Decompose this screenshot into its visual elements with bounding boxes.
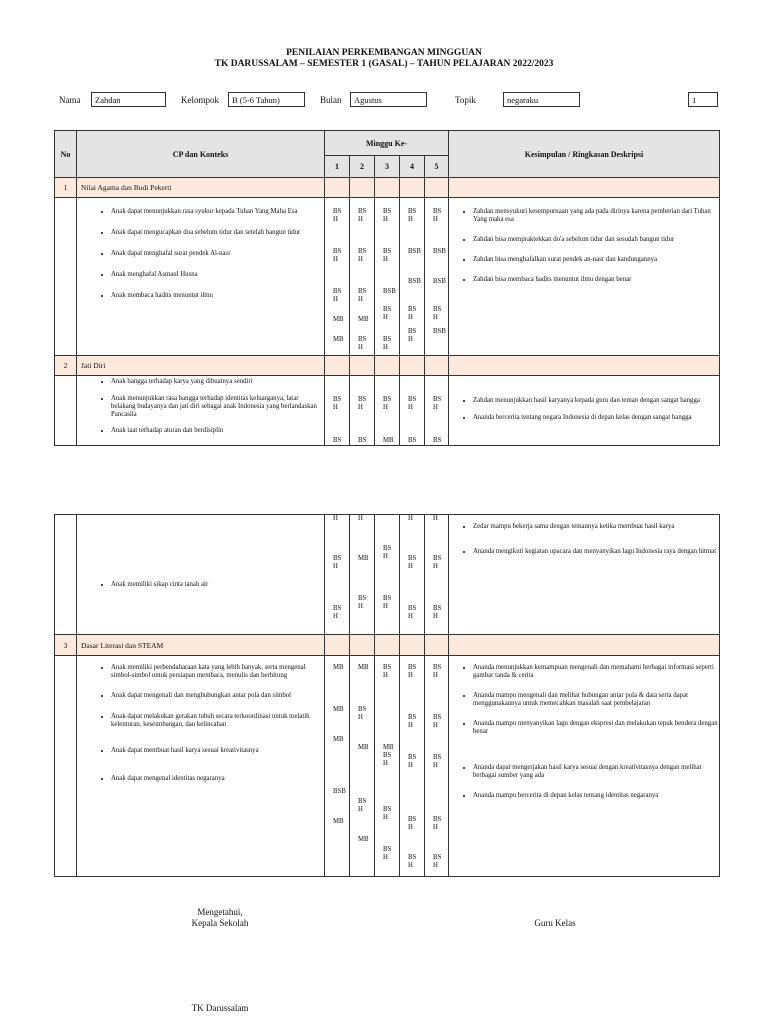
list-item: • Zahdan mensyukuri kesempurnaan yang ada pada dirinya karena pemberian dari Tuhan Yang maha esa — [473, 208, 719, 224]
mark: H — [408, 314, 413, 321]
mark: MB — [333, 736, 344, 743]
mark: BS — [383, 208, 392, 215]
section-title: Dasar Literasi dan STEAM — [77, 635, 325, 656]
table-row — [55, 376, 720, 446]
mark: BS — [433, 664, 442, 671]
mark: BSB — [383, 288, 396, 295]
section-row — [55, 178, 720, 198]
list-item: • Anak dapat menghafal surat pendek Al-nasr — [111, 250, 324, 258]
mark: H — [333, 613, 338, 620]
mark: BS — [333, 605, 342, 612]
mark: MB — [383, 437, 394, 444]
nama-field[interactable]: Zahdan — [91, 92, 166, 107]
cp-list — [77, 581, 324, 589]
mark: BS — [333, 396, 342, 403]
mark: H — [383, 404, 388, 411]
mark: H — [383, 314, 388, 321]
section-title: Jati Diri — [77, 356, 325, 376]
mark: BS — [408, 854, 417, 861]
mark: BS — [333, 248, 342, 255]
mark: MB — [333, 336, 344, 343]
list-item: • Anak dapat mengenali dan menghubungkan antar pola dan simbol — [111, 692, 324, 700]
mark: H — [358, 806, 363, 813]
mark: BS — [408, 555, 417, 562]
mark: H — [333, 515, 338, 522]
mark: H — [358, 216, 363, 223]
mark: BS — [383, 545, 392, 552]
section-number: 3 — [55, 635, 77, 656]
section-title: Nilai Agama dan Budi Pekerti — [77, 178, 325, 198]
mark: H — [333, 296, 338, 303]
kelompok-field[interactable]: B (5-6 Tahun) — [228, 92, 305, 107]
mark: BS — [358, 288, 367, 295]
mark: BS — [383, 806, 392, 813]
mark: BSB — [433, 328, 446, 335]
list-item: • Anak bangga terhadap karya yang dibuatnya sendiri — [111, 378, 324, 386]
list-item: • Anak taat terhadap aturan dan berdisiplin — [111, 427, 324, 435]
table-row — [55, 198, 720, 356]
list-item: • Anak memiliki perbendaharaan kata yang lebih banyak, serta mengenal simbol-simbol untuk persiapan membaca, menulis dan berhitung — [111, 664, 324, 680]
mark: MB — [358, 744, 369, 751]
mark: BS — [383, 752, 392, 759]
mark: H — [358, 296, 363, 303]
mark: H — [383, 603, 388, 610]
mark: H — [383, 344, 388, 351]
mark: H — [433, 722, 438, 729]
mark: BS — [333, 437, 342, 444]
list-item: • Zahdan menunjukkan hasil karyanya kepada guru dan teman dengan sangat bangga — [473, 397, 719, 405]
mark: BS — [358, 437, 367, 444]
mark: BS — [408, 816, 417, 823]
mark: MB — [333, 664, 344, 671]
mark: BS — [358, 336, 367, 343]
list-item: • Anak dapat mengenal identitas negaranya — [111, 775, 324, 783]
kesimpulan-list — [449, 523, 719, 556]
mark: H — [333, 256, 338, 263]
mark: BS — [408, 754, 417, 761]
mark: H — [433, 824, 438, 831]
mark: BS — [433, 208, 442, 215]
mark: H — [408, 404, 413, 411]
col-minggu-header: Minggu Ke- — [325, 131, 449, 156]
mark: MB — [358, 555, 369, 562]
mark: H — [383, 672, 388, 679]
mark: BS — [433, 555, 442, 562]
col-cp-header: CP dan Konteks — [77, 131, 325, 178]
mark: H — [333, 216, 338, 223]
mark: BS — [383, 336, 392, 343]
mark: H — [333, 563, 338, 570]
signature-left-line1: Mengetahui, — [197, 907, 243, 917]
mark: BS — [358, 248, 367, 255]
mark: BS — [433, 396, 442, 403]
list-item: • Anak menunjukkan rasa bangga terhadap identitas keluarganya, latar belakang budayanya dan jati diri sebagai anak Indonesia yang berlandaskan Pancasila — [111, 395, 324, 419]
list-item: • Zedar mampu bekerja sama dengan temannya ketika membuat hasil karya — [473, 523, 719, 531]
document-title: PENILAIAN PERKEMBANGAN MINGGUAN — [286, 48, 482, 58]
list-item: • Ananda bercerita tentang negara Indonesia di depan kelas dengan sangat bangga — [473, 414, 719, 422]
list-item: • Anak dapat mengucapkan doa sebelum tidur dan setelah bangun tidur — [111, 229, 324, 237]
section-number: 1 — [55, 178, 77, 198]
mark: H — [408, 336, 413, 343]
table-row — [55, 515, 720, 635]
mark: H — [433, 314, 438, 321]
mark: BS — [383, 595, 392, 602]
mark: H — [358, 404, 363, 411]
cp-list — [77, 664, 324, 783]
kesimpulan-list — [449, 208, 719, 284]
list-item: • Zahdan bisa mempraktekkan do'a sebelum tidur dan sesudah bangun tidur — [473, 236, 719, 244]
mark: BSB — [433, 248, 446, 255]
mark: H — [408, 722, 413, 729]
cp-list — [77, 208, 324, 300]
mark: MB — [358, 664, 369, 671]
list-item: • Anak dapat membuat hasil karya sesuai kreativitasnya — [111, 747, 324, 755]
cp-list — [77, 378, 324, 435]
list-item: • Anak memiliki sikap cinta tanah air — [111, 581, 324, 589]
mark: BS — [358, 208, 367, 215]
list-item: • Ananda dapat mengerjakan hasil karya sesuai dengan kreativitasnya dengan melihat berbagai sumber yang ada — [473, 764, 719, 780]
mark: H — [408, 563, 413, 570]
mark: BSB — [408, 248, 421, 255]
mark: H — [408, 824, 413, 831]
week-4-header: 4 — [400, 156, 425, 178]
mark: H — [433, 862, 438, 869]
col-kesimpulan-header: Kesimpulan / Ringkasan Deskripsi — [449, 131, 720, 178]
col-no-header: No — [55, 131, 77, 178]
list-item: • Anak dapat melakukan gerakan tubuh secara terkoordinasi untuk melatih kelenturan, keseimbangan, dan kelincahan — [111, 713, 324, 729]
signature-left-line2: Kepala Sekolah — [191, 918, 249, 928]
mark: H — [433, 672, 438, 679]
list-item: • Anak menghafal Asmaul Husna — [111, 271, 324, 279]
mark: BS — [408, 714, 417, 721]
mark: BS — [358, 595, 367, 602]
mark: BS — [408, 664, 417, 671]
mark: MB — [358, 836, 369, 843]
section-row — [55, 635, 720, 656]
mark: BS — [383, 664, 392, 671]
mark: MB — [333, 316, 344, 323]
mark: H — [358, 515, 363, 522]
mark: H — [408, 672, 413, 679]
list-item: • Zahdan bisa menghafalkan surat pendek an-nasr dan kandungannya — [473, 256, 719, 264]
mark: BS — [383, 396, 392, 403]
page-number-field[interactable]: 1 — [688, 92, 718, 107]
mark: BS — [408, 605, 417, 612]
mark: H — [408, 862, 413, 869]
mark: BS — [408, 437, 417, 444]
mark: H — [408, 613, 413, 620]
mark: BS — [433, 306, 442, 313]
mark: BS — [433, 754, 442, 761]
mark: BS — [433, 816, 442, 823]
table-row — [55, 656, 720, 877]
nama-label: Nama — [59, 95, 81, 105]
mark: BS — [408, 396, 417, 403]
mark: H — [408, 216, 413, 223]
bulan-field[interactable]: Agustus — [350, 92, 427, 107]
mark: MB — [333, 706, 344, 713]
mark: H — [383, 814, 388, 821]
mark: H — [383, 760, 388, 767]
mark: H — [358, 603, 363, 610]
mark: BS — [433, 714, 442, 721]
mark: H — [433, 613, 438, 620]
bulan-label: Bulan — [320, 95, 342, 105]
mark: H — [408, 515, 413, 522]
mark: H — [383, 854, 388, 861]
kesimpulan-list — [449, 664, 719, 800]
mark: MB — [358, 316, 369, 323]
list-item: • Ananda menunjukkan kemampuan mengenali dan memahami berbagai informasi seperti gambar tanda & cerita — [473, 664, 719, 680]
mark: BS — [383, 846, 392, 853]
list-item: • Ananda mampu bercerita di depan kelas tentang identitas negaranya — [473, 792, 719, 800]
mark: BS — [358, 798, 367, 805]
mark: BS — [358, 706, 367, 713]
mark: BS — [383, 306, 392, 313]
mark: H — [408, 762, 413, 769]
mark: H — [433, 762, 438, 769]
kesimpulan-list — [449, 397, 719, 422]
mark: H — [358, 256, 363, 263]
list-item: • Anak dapat menunjukkan rasa syukur kepada Tuhan Yang Maha Esa — [111, 208, 324, 216]
mark: H — [433, 563, 438, 570]
mark: H — [383, 216, 388, 223]
mark: BS — [333, 208, 342, 215]
mark: BS — [408, 328, 417, 335]
signature-school: TK Darussalam — [191, 1003, 249, 1013]
mark: BS — [408, 208, 417, 215]
mark: MB — [383, 744, 394, 751]
signature-right: Guru Kelas — [534, 918, 576, 928]
mark: BS — [433, 605, 442, 612]
list-item: • Ananda mengikuti kegiatan upacara dan menyanyikan lagu Indonesia raya dengan hitmat — [473, 548, 719, 556]
list-item: • Ananda mampu mengenali dan melihat hubungan antar pola & data serta dapat menggunakannya untuk memecahkan masalah saat pembelajaran — [473, 692, 719, 708]
mark: BSB — [408, 278, 421, 285]
topik-field[interactable]: negaraku — [503, 92, 580, 107]
mark: H — [383, 256, 388, 263]
list-item: • Zahdan bisa membaca hadits menuntut ilmu dengan benar — [473, 276, 719, 284]
mark: BS — [433, 437, 442, 444]
week-1-header: 1 — [325, 156, 350, 178]
mark: BS — [433, 854, 442, 861]
assessment-table-part2 — [54, 514, 720, 877]
assessment-table-part1 — [54, 130, 720, 446]
mark: H — [433, 404, 438, 411]
week-5-header: 5 — [425, 156, 449, 178]
list-item: • Anak membaca hadits menuntut ilmu — [111, 292, 324, 300]
section-number: 2 — [55, 356, 77, 376]
mark: BS — [408, 306, 417, 313]
mark: H — [358, 344, 363, 351]
document-subtitle: TK DARUSSALAM – SEMESTER 1 (GASAL) – TAHUN PELAJARAN 2022/2023 — [214, 59, 554, 69]
mark: BSB — [333, 788, 346, 795]
mark: H — [358, 714, 363, 721]
mark: H — [433, 515, 438, 522]
mark: BS — [333, 555, 342, 562]
mark: BS — [383, 248, 392, 255]
mark: BS — [358, 396, 367, 403]
week-2-header: 2 — [350, 156, 375, 178]
mark: BS — [333, 288, 342, 295]
mark: MB — [333, 818, 344, 825]
week-3-header: 3 — [375, 156, 400, 178]
list-item: • Ananda mampu menyanyikan lagu dengan ekspresi dan melakukan tepuk bendera dengan benar — [473, 720, 719, 736]
section-row — [55, 356, 720, 376]
topik-label: Topik — [455, 95, 476, 105]
mark: H — [383, 553, 388, 560]
kelompok-label: Kelompok — [181, 95, 219, 105]
mark: H — [433, 216, 438, 223]
mark: H — [333, 404, 338, 411]
mark: BSB — [433, 278, 446, 285]
